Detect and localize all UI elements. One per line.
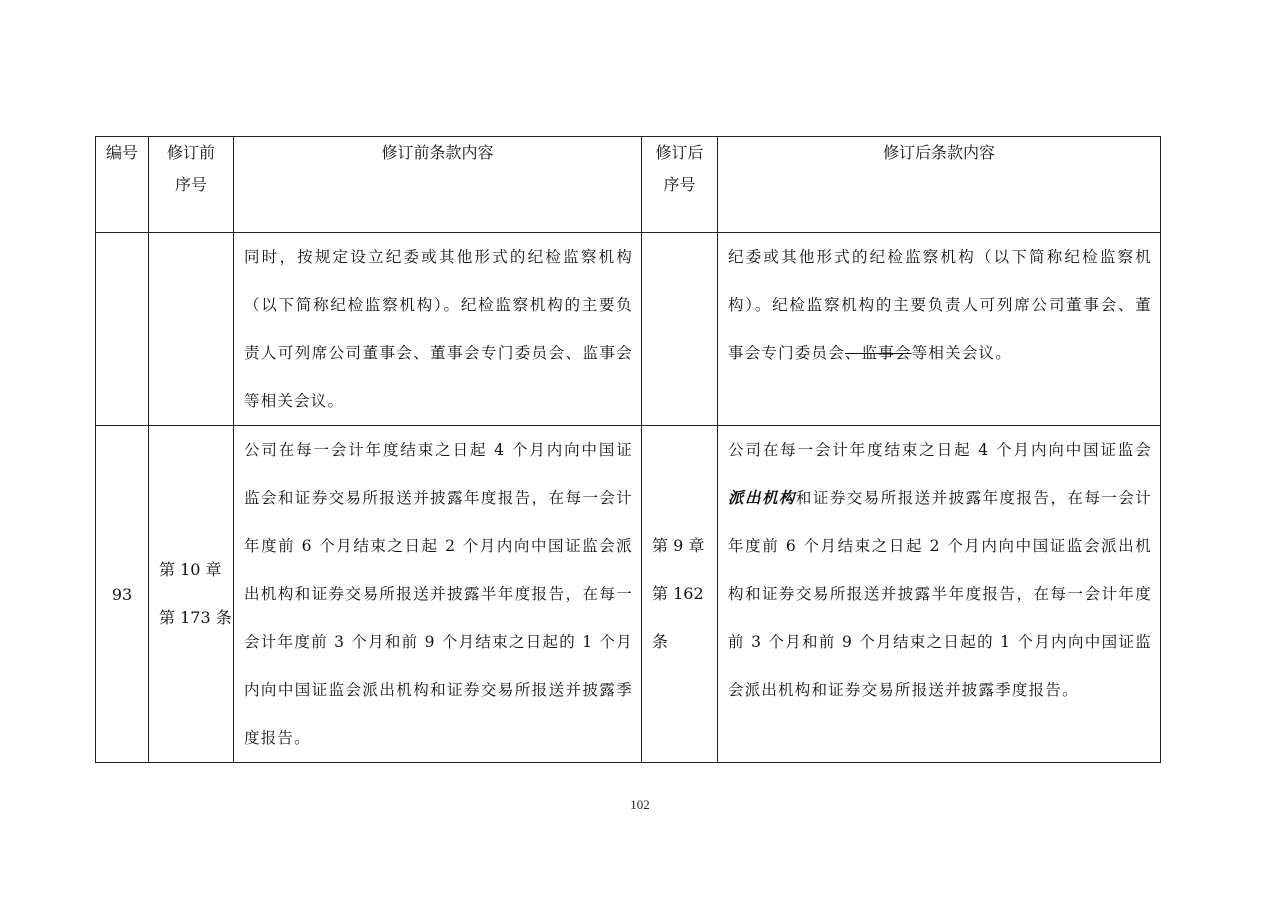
page-number: 102 (630, 797, 650, 812)
row-after-seq (642, 233, 718, 426)
deleted-text: 、监事会 (844, 344, 912, 362)
table-header-row (96, 137, 1161, 233)
after-content-part1: 公司在每一会计年度结束之日起 4 个月内向中国证监会 (728, 441, 1152, 459)
header-before-content: 修订前条款内容 (234, 137, 642, 233)
table-row (96, 426, 1161, 763)
header-number: 编号 (96, 137, 149, 233)
row-after-content (718, 426, 1161, 763)
row-before-seq (149, 233, 234, 426)
row-before-seq: 第 10 章第 173 条 (149, 426, 234, 763)
before-content-text: 同时，按规定设立纪委或其他形式的纪检监察机构（以下简称纪检监察机构）。纪检监察机构的主要负责人可列席公司董事会、董事会专门委员会、监事会等相关会议。 (244, 248, 633, 410)
after-content-part1: 纪委或其他形式的纪检监察机构（以下简称纪检监察机构）。纪检监察机构的主要负责人可列席公司董事会、董事会专门委员会 (728, 248, 1152, 362)
after-content-part2: 等相关会议。 (911, 344, 1012, 362)
row-number: 93 (96, 426, 149, 763)
row-before-content (234, 426, 642, 763)
row-after-seq: 第 9 章第 162 条 (642, 426, 718, 763)
inserted-text: 派出机构 (728, 488, 796, 507)
after-content-text (728, 426, 1152, 714)
header-before-seq: 修订前 序号 (149, 137, 234, 233)
before-content-text: 公司在每一会计年度结束之日起 4 个月内向中国证监会和证券交易所报送并披露年度报告，在每一会计年度前 6 个月结束之日起 2 个月内向中国证监会派出机构和证券交易所报送并披露半年度报告，在每一会计年度前 3 个月和前 9 个月结束之日起的 1 个月内向中国证监会派出机构和证券交易所报送并披露季度报告。 (244, 441, 633, 747)
row-after-content (718, 233, 1161, 426)
after-content-text (728, 233, 1152, 377)
row-before-content (234, 233, 642, 426)
header-after-content: 修订后条款内容 (718, 137, 1161, 233)
after-content-part2: 和证券交易所报送并披露年度报告，在每一会计年度前 6 个月结束之日起 2 个月内向中国证监会派出机构和证券交易所报送并披露半年度报告，在每一会计年度前 3 个月和前 9 个月结束之日起的 1 个月内向中国证监会派出机构和证券交易所报送并披露季度报告。 (728, 489, 1152, 699)
row-number (96, 233, 149, 426)
table-row (96, 233, 1161, 426)
header-after-seq: 修订后 序号 (642, 137, 718, 233)
revision-comparison-table (95, 136, 1161, 763)
